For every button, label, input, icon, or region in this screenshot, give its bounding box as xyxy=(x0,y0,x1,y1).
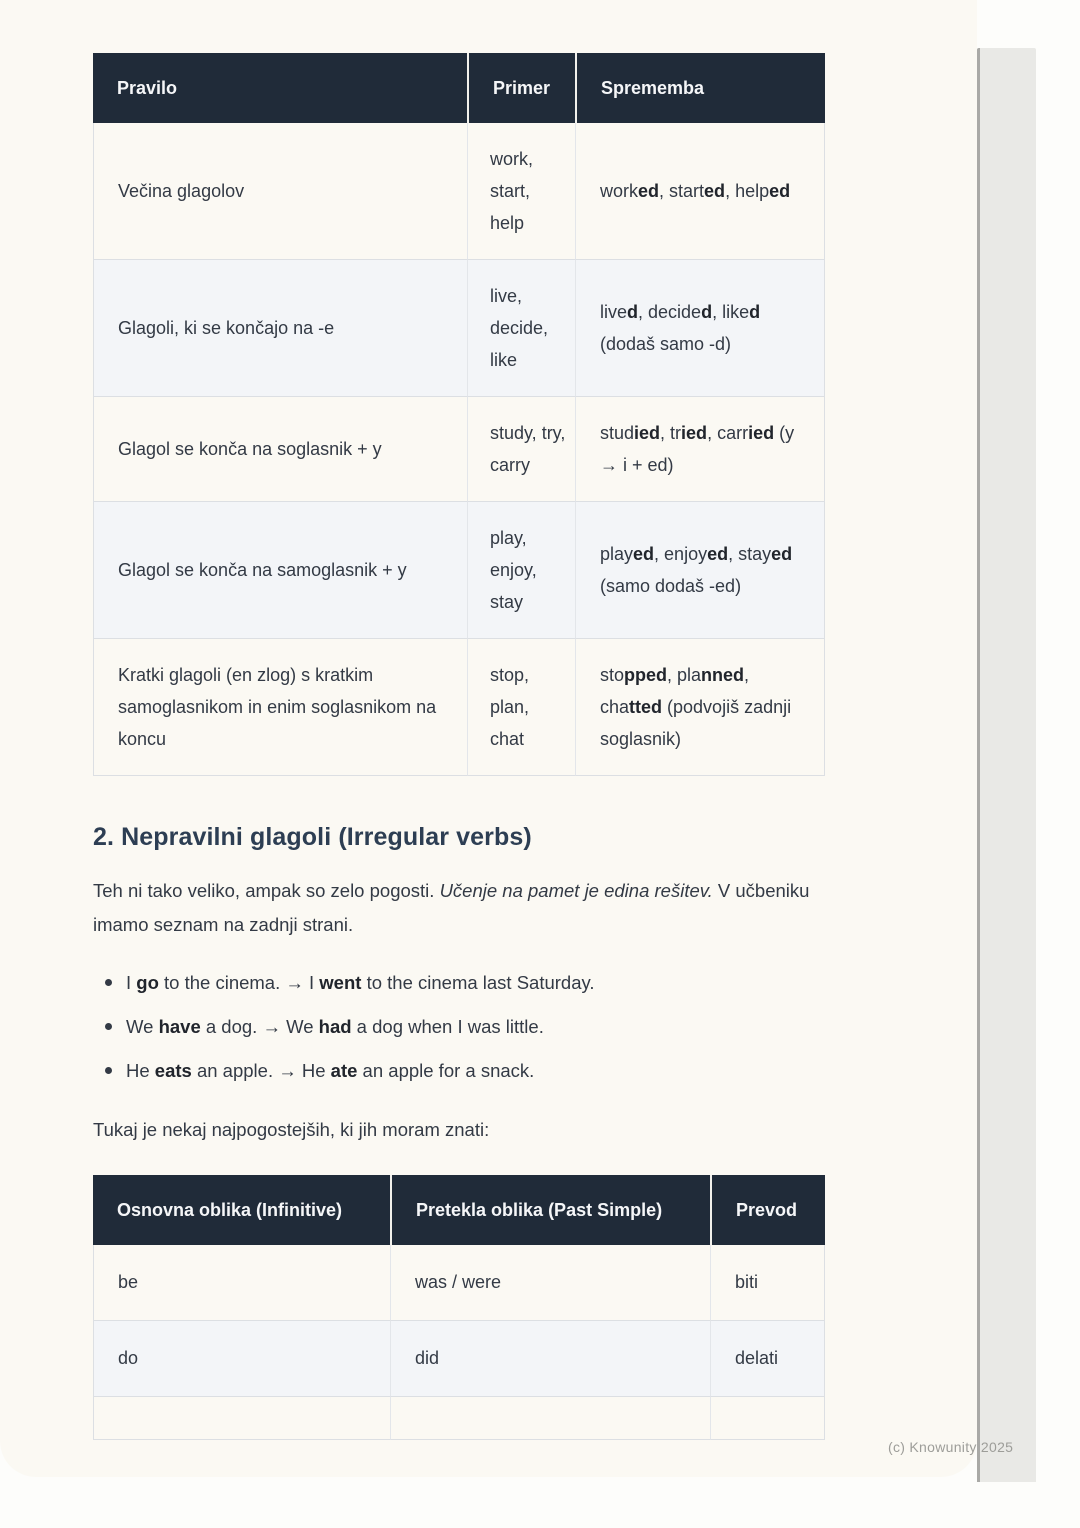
column-header-prevod: Prevod xyxy=(710,1175,825,1245)
column-header-pravilo: Pravilo xyxy=(93,53,467,123)
infinitive-cell: do xyxy=(93,1321,390,1397)
table-row xyxy=(93,123,825,260)
rule-cell: Kratki glagoli (en zlog) s kratkim samoglasnikom in enim soglasnikom na koncu xyxy=(93,639,467,776)
table-row xyxy=(93,1397,825,1440)
example-cell: live, decide, like xyxy=(467,260,575,397)
intro-paragraph: Teh ni tako veliko, ampak so zelo pogosti. Učenje na pamet je edina rešitev. V učbeniku imamo seznam na zadnji strani. xyxy=(93,880,810,935)
rule-cell: Glagol se konča na samoglasnik + y xyxy=(93,502,467,639)
page-content xyxy=(93,53,825,1440)
rule-cell: Glagol se konča na soglasnik + y xyxy=(93,397,467,502)
table-row xyxy=(93,639,825,776)
example-cell: study, try, carry xyxy=(467,397,575,502)
change-cell: stopped, planned, chatted (podvojiš zadnji soglasnik) xyxy=(575,639,825,776)
example-cell: play, enjoy, stay xyxy=(467,502,575,639)
past-cell: did xyxy=(390,1321,710,1397)
table-row xyxy=(93,260,825,397)
change-cell: played, enjoyed, stayed (samo dodaš -ed) xyxy=(575,502,825,639)
table-row xyxy=(93,1321,825,1397)
irregular-verbs-table xyxy=(93,1175,825,1440)
change-cell: worked, started, helped xyxy=(575,123,825,260)
section-heading: 2. Nepravilni glagoli (Irregular verbs) xyxy=(93,823,532,851)
table-header-row xyxy=(93,53,825,123)
column-header-sprememba: Sprememba xyxy=(575,53,825,123)
past-simple-rules-table xyxy=(93,53,825,776)
column-header-primer: Primer xyxy=(467,53,575,123)
translation-cell xyxy=(710,1397,825,1440)
watermark: (c) Knowunity 2025 xyxy=(888,1439,1014,1455)
table-row xyxy=(93,502,825,639)
list-item: We have a dog. → We had a dog when I was little. xyxy=(93,1010,825,1043)
rule-cell: Glagoli, ki se končajo na -e xyxy=(93,260,467,397)
infinitive-cell: be xyxy=(93,1245,390,1321)
column-header-infinitive: Osnovna oblika (Infinitive) xyxy=(93,1175,390,1245)
outro-paragraph: Tukaj je nekaj najpogostejših, ki jih moram znati: xyxy=(93,1119,490,1140)
example-cell: stop, plan, chat xyxy=(467,639,575,776)
list-item: He eats an apple. → He ate an apple for a snack. xyxy=(93,1054,825,1087)
translation-cell: delati xyxy=(710,1321,825,1397)
column-header-past-simple: Pretekla oblika (Past Simple) xyxy=(390,1175,710,1245)
translation-cell: biti xyxy=(710,1245,825,1321)
rule-cell: Večina glagolov xyxy=(93,123,467,260)
change-cell: lived, decided, liked (dodaš samo -d) xyxy=(575,260,825,397)
infinitive-cell xyxy=(93,1397,390,1440)
table-row xyxy=(93,1245,825,1321)
table-row xyxy=(93,397,825,502)
past-cell: was / were xyxy=(390,1245,710,1321)
next-page-edge xyxy=(977,48,1036,1482)
table-header-row xyxy=(93,1175,825,1245)
past-cell xyxy=(390,1397,710,1440)
change-cell: studied, tried, carried (y → i + ed) xyxy=(575,397,825,502)
example-cell: work, start, help xyxy=(467,123,575,260)
examples-list xyxy=(93,966,825,1087)
list-item: I go to the cinema. → I went to the cinema last Saturday. xyxy=(93,966,825,999)
